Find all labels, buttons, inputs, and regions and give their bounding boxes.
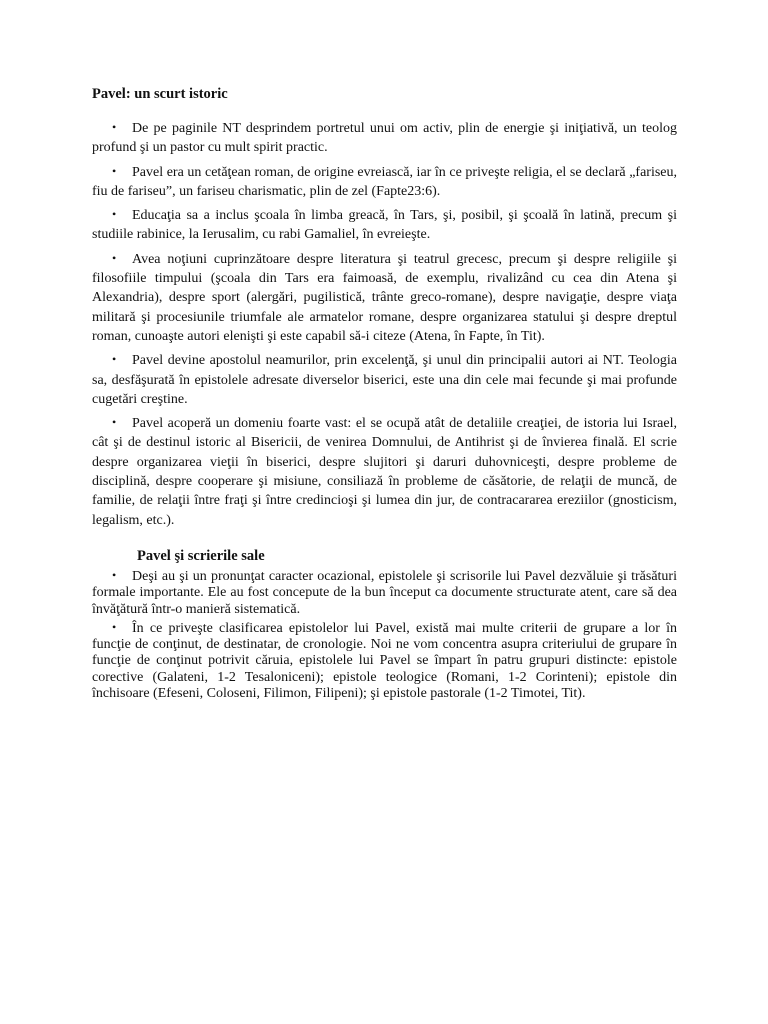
list-item bbox=[92, 118, 677, 158]
list-item bbox=[92, 350, 677, 409]
bullet-icon: • bbox=[112, 207, 117, 222]
bullet-icon: • bbox=[112, 415, 117, 430]
bullet-icon: • bbox=[112, 352, 117, 367]
writings-bullet-list bbox=[92, 567, 677, 703]
list-item-text: Avea noţiuni cuprinzătoare despre literatura şi teatrul grecesc, precum şi despre religiile şi filosofiile timpului (şcoala din Tars era faimoasă, de exemplu, rivalizând cu cea din Atena şi Alexandria), despre sport (alergări, pugilistică, trânte greco-romane), despre navigaţie, despre viaţa militară şi procesiunile triumfale ale armatelor romane, despre organizarea statului şi despre dreptul roman, cunoaşte autori elenişti şi este capabil să-i citeze (Atena, în Fapte, în Tit). bbox=[92, 251, 677, 344]
list-item-text: Educaţia sa a inclus şcoala în limba greacă, în Tars, şi, posibil, şi şcoală în latină, precum şi studiile rabinice, la Ierusalim, cu rabi Gamaliel, în evreieşte. bbox=[92, 208, 677, 243]
list-item bbox=[92, 413, 677, 530]
history-bullet-list bbox=[92, 118, 677, 534]
bullet-icon: • bbox=[112, 250, 117, 265]
list-item-text: De pe paginile NT desprindem portretul unui om activ, plin de energie şi iniţiativă, un teolog profund şi un pastor cu mult spirit practic. bbox=[92, 121, 677, 156]
list-item bbox=[92, 205, 677, 245]
list-item-text: Pavel devine apostolul neamurilor, prin excelenţă, şi unul din principalii autori ai NT. Teologia sa, desfăşurată în epistolele adresate diverselor biserici, este una din cele mai fecunde şi mai profunde cugetări creştine. bbox=[92, 353, 677, 407]
list-item bbox=[92, 249, 677, 346]
bullet-icon: • bbox=[112, 619, 117, 634]
bullet-icon: • bbox=[112, 568, 117, 582]
bullet-icon: • bbox=[112, 120, 117, 134]
list-item-text: În ce priveşte clasificarea epistolelor lui Pavel, există mai multe criterii de grupare a lor în funcţie de conţinut, de destinatar, de cronologie. Noi ne vom concentra asupra criteriului de grupare în funcţie de conţinut potrivit căruia, epistolele lui Pavel se împart în patru grupuri distincte: epistole corective (Galateni, 1-2 Tesaloniceni); epistole teologice (Romani, 1-2 Corinteni); epistole din închisoare (Efeseni, Coloseni, Filimon, Filipeni); şi epistole pastorale (1-2 Timotei, Tit). bbox=[92, 620, 677, 702]
list-item bbox=[92, 619, 677, 702]
section-title-short-history: Pavel: un scurt istoric bbox=[92, 86, 228, 102]
section-title-writings: Pavel şi scrierile sale bbox=[137, 548, 265, 564]
list-item bbox=[92, 162, 677, 202]
bullet-icon: • bbox=[112, 163, 117, 178]
list-item bbox=[92, 567, 677, 618]
list-item-text: Pavel acoperă un domeniu foarte vast: el se ocupă atât de detaliile creaţiei, de istoria lui Israel, cât şi de destinul istoric al Bisericii, de venirea Domnului, de Antihrist şi de învierea finală. El scrie despre organizarea vieţii în biserici, despre slujitori şi daruri duhovniceşti, despre probleme de disciplină, despre cooperare şi misiune, consiliază în probleme de căsătorie, de relaţii de muncă, de familie, de relaţii între fraţi şi între credincioşi şi lumea din jur, de contracararea ereziilor (gnosticism, legalism, etc.). bbox=[92, 416, 677, 528]
list-item-text: Pavel era un cetăţean roman, de origine evreiască, iar în ce priveşte religia, el se declară „fariseu, fiu de fariseu”, un fariseu charismatic, plin de zel (Fapte23:6). bbox=[92, 164, 677, 199]
list-item-text: Deşi au şi un pronunţat caracter ocazional, epistolele şi scrisorile lui Pavel dezvăluie şi trăsături formale importante. Ele au fost concepute de la bun început ca documente structurate atent, care să dea învăţătură într-o manieră sistematică. bbox=[92, 569, 677, 617]
